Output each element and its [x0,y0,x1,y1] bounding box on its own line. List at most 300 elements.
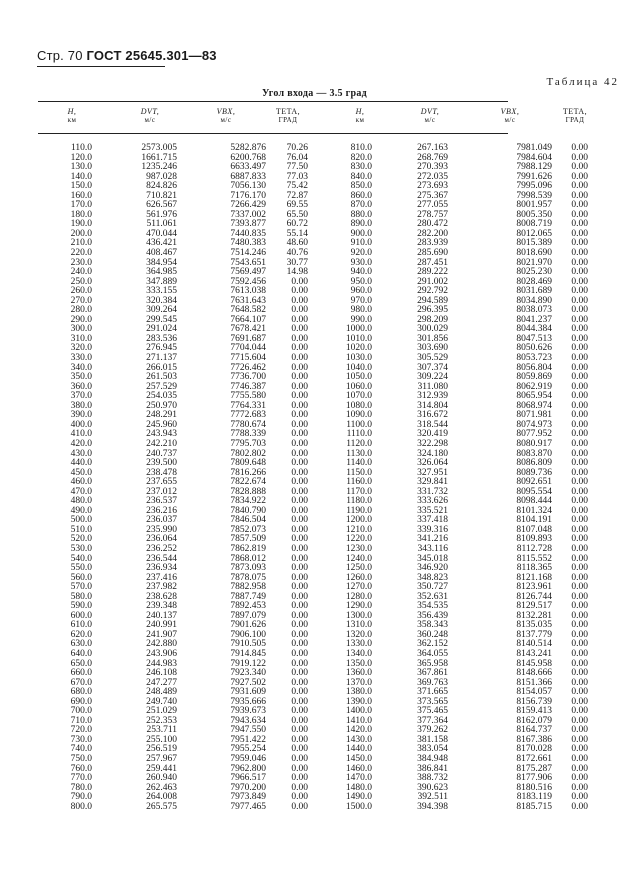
cell-h: 220.0 [70,248,92,259]
cell-vbx: 7995.096 [516,181,552,192]
cell-h: 520.0 [70,534,92,545]
cell-teta: 0.00 [291,754,308,764]
cell-h: 860.0 [350,190,372,201]
cell-h: 810.0 [350,143,372,153]
cell-teta: 0.00 [571,257,588,268]
cell-vbx: 7897.079 [230,610,266,621]
cell-h: 1400.0 [345,706,372,717]
cell-teta: 0.00 [571,668,588,679]
cell-dvt: 246.108 [146,668,177,679]
cell-teta: 0.00 [291,725,308,736]
cell-teta: 40.76 [286,248,308,259]
cell-vbx: 8047.513 [516,333,552,344]
cell-vbx: 8034.890 [516,295,552,306]
cell-teta: 0.00 [571,333,588,344]
cell-h: 940.0 [350,267,372,278]
cell-h: 600.0 [70,610,92,621]
cell-dvt: 373.565 [417,696,448,707]
cell-vbx: 8132.281 [516,610,552,621]
cell-vbx: 7852.073 [230,524,266,535]
cell-vbx: 8185.715 [516,801,552,812]
cell-vbx: 7678.421 [230,324,266,335]
cell-teta: 0.00 [291,629,308,640]
cell-vbx: 7809.648 [230,458,266,469]
cell-vbx: 7704.044 [230,343,266,354]
cell-dvt: 346.920 [417,563,448,574]
cell-vbx: 6200.768 [230,152,266,163]
cell-teta: 0.00 [291,467,308,478]
col-unit: м/с [424,116,436,124]
cell-h: 280.0 [70,305,92,316]
cell-dvt: 1235.246 [141,162,177,173]
cell-vbx: 7631.643 [230,295,266,306]
cell-dvt: 356.439 [417,610,448,621]
cell-dvt: 324.180 [417,448,448,459]
cell-dvt: 348.823 [417,572,448,583]
cell-vbx: 8015.389 [516,238,552,249]
cell-dvt: 292.792 [417,286,448,297]
cell-vbx: 8140.514 [516,639,552,650]
cell-vbx: 7176.170 [230,190,266,201]
cell-vbx: 5282.876 [230,143,266,153]
cell-teta: 0.00 [571,162,588,173]
cell-teta: 0.00 [571,477,588,488]
cell-vbx: 8089.736 [516,467,552,478]
cell-teta: 0.00 [291,343,308,354]
cell-teta: 0.00 [571,381,588,392]
cell-vbx: 7664.107 [230,314,266,325]
cell-teta: 0.00 [291,419,308,430]
col-unit: ГРАД [565,116,585,124]
cell-h: 300.0 [70,324,92,335]
cell-h: 1470.0 [345,773,372,784]
cell-teta: 0.00 [291,305,308,316]
cell-dvt: 341.216 [417,534,448,545]
cell-teta: 0.00 [571,200,588,211]
cell-h: 530.0 [70,543,92,554]
cell-dvt: 244.983 [146,658,177,669]
cell-dvt: 278.757 [417,209,448,220]
cell-vbx: 8156.739 [516,696,552,707]
cell-dvt: 259.441 [146,763,177,774]
cell-vbx: 7873.093 [230,563,266,574]
cell-vbx: 8074.973 [516,419,552,430]
cell-vbx: 8031.689 [516,286,552,297]
cell-dvt: 318.544 [417,419,448,430]
cell-teta: 0.00 [571,467,588,478]
cell-dvt: 347.889 [146,276,177,287]
cell-dvt: 236.216 [146,505,177,516]
cell-h: 440.0 [70,458,92,469]
cell-h: 1100.0 [346,419,372,430]
cell-vbx: 8167.386 [516,734,552,745]
cell-vbx: 7998.539 [516,190,552,201]
table-body [0,144,629,812]
cell-vbx: 8104.191 [516,515,552,526]
col-unit: ГРАД [278,116,298,124]
col-name: H, [355,107,365,116]
cell-dvt: 390.623 [417,782,448,793]
cell-h: 260.0 [70,286,92,297]
cell-dvt: 261.503 [146,372,177,383]
cell-vbx: 7613.038 [230,286,266,297]
cell-h: 330.0 [70,353,92,364]
cell-dvt: 240.137 [146,610,177,621]
cell-dvt: 240.737 [146,448,177,459]
cell-vbx: 8109.893 [516,534,552,545]
cell-vbx: 7266.429 [230,200,266,211]
cell-vbx: 8062.919 [516,381,552,392]
cell-vbx: 7959.046 [230,754,266,764]
cell-h: 1120.0 [346,438,372,449]
cell-vbx: 8083.870 [516,448,552,459]
cell-dvt: 250.970 [146,400,177,411]
cell-teta: 0.00 [571,438,588,449]
cell-dvt: 345.018 [417,553,448,564]
cell-dvt: 243.943 [146,429,177,440]
cell-h: 400.0 [70,419,92,430]
cell-vbx: 8086.809 [516,458,552,469]
cell-teta: 69.55 [286,200,308,211]
col-header-dvt-right [405,107,455,125]
cell-dvt: 237.416 [146,572,177,583]
cell-h: 190.0 [70,219,92,230]
cell-vbx: 7973.849 [230,792,266,803]
table-header-rule [38,133,508,134]
cell-vbx: 7772.683 [230,410,266,421]
cell-vbx: 7514.246 [230,248,266,259]
cell-vbx: 7764.331 [230,400,266,411]
cell-teta: 0.00 [291,744,308,755]
cell-h: 1060.0 [345,381,372,392]
cell-teta: 0.00 [291,715,308,726]
cell-dvt: 392.511 [417,792,448,803]
page-header [37,48,217,67]
cell-teta: 0.00 [571,563,588,574]
cell-dvt: 352.631 [417,591,448,602]
cell-h: 490.0 [70,505,92,516]
col-header-vbx-right [485,107,535,125]
cell-dvt: 333.626 [417,496,448,507]
cell-vbx: 7988.129 [516,162,552,173]
cell-teta: 0.00 [571,754,588,764]
cell-vbx: 7887.749 [230,591,266,602]
cell-vbx: 7834.922 [230,496,266,507]
cell-teta: 72.87 [286,190,308,201]
cell-teta: 0.00 [571,181,588,192]
cell-vbx: 8008.719 [516,219,552,230]
cell-teta: 0.00 [571,276,588,287]
cell-teta: 0.00 [571,324,588,335]
cell-dvt: 309.224 [417,372,448,383]
cell-h: 980.0 [350,305,372,316]
cell-h: 350.0 [70,372,92,383]
cell-teta: 0.00 [291,620,308,631]
cell-dvt: 283.536 [146,333,177,344]
cell-h: 1210.0 [345,524,372,535]
cell-teta: 0.00 [291,505,308,516]
cell-teta: 0.00 [571,572,588,583]
cell-vbx: 7802.802 [230,448,266,459]
cell-dvt: 511.061 [146,219,177,230]
cell-dvt: 253.711 [146,725,177,736]
cell-h: 920.0 [350,248,372,259]
cell-dvt: 242.210 [146,438,177,449]
cell-dvt: 379.262 [417,725,448,736]
cell-dvt: 367.861 [417,668,448,679]
cell-h: 140.0 [70,171,92,182]
cell-vbx: 7393.877 [230,219,266,230]
cell-h: 640.0 [70,648,92,659]
cell-teta: 0.00 [571,505,588,516]
cell-teta: 30.77 [286,257,308,268]
col-name: VBX, [500,107,520,116]
cell-h: 610.0 [70,620,92,631]
cell-h: 1380.0 [345,687,372,698]
cell-vbx: 6887.833 [230,171,266,182]
cell-vbx: 7962.800 [230,763,266,774]
col-unit: м/с [504,116,516,124]
cell-teta: 0.00 [291,314,308,325]
cell-teta: 0.00 [571,419,588,430]
cell-h: 1250.0 [345,563,372,574]
cell-h: 670.0 [70,677,92,688]
cell-dvt: 331.732 [417,486,448,497]
cell-teta: 0.00 [571,734,588,745]
cell-dvt: 245.960 [146,419,177,430]
cell-dvt: 282.200 [417,228,448,239]
cell-vbx: 8135.035 [516,620,552,631]
cell-dvt: 300.029 [417,324,448,335]
cell-h: 270.0 [70,295,92,306]
cell-vbx: 7056.130 [230,181,266,192]
cell-teta: 0.00 [571,496,588,507]
cell-h: 150.0 [70,181,92,192]
cell-teta: 0.00 [291,639,308,650]
table-label: Таблица 42 [546,76,619,88]
cell-dvt: 301.856 [417,333,448,344]
cell-vbx: 8021.970 [516,257,552,268]
cell-vbx: 8172.661 [516,754,552,764]
cell-teta: 0.00 [291,734,308,745]
cell-vbx: 8001.957 [516,200,552,211]
cell-dvt: 436.421 [146,238,177,249]
cell-dvt: 262.463 [146,782,177,793]
cell-vbx: 8092.651 [516,477,552,488]
cell-vbx: 8041.237 [516,314,552,325]
col-unit: км [67,116,77,124]
cell-vbx: 7923.340 [230,668,266,679]
cell-vbx: 7828.888 [230,486,266,497]
cell-dvt: 248.489 [146,687,177,698]
cell-dvt: 291.002 [417,276,448,287]
cell-teta: 0.00 [571,143,588,153]
cell-teta: 0.00 [571,658,588,669]
cell-dvt: 247.277 [146,677,177,688]
cell-teta: 0.00 [571,238,588,249]
cell-vbx: 7882.958 [230,582,266,593]
cell-h: 820.0 [350,152,372,163]
cell-h: 410.0 [70,429,92,440]
cell-h: 580.0 [70,591,92,602]
cell-vbx: 7780.674 [230,419,266,430]
cell-vbx: 7795.703 [230,438,266,449]
cell-teta: 0.00 [571,696,588,707]
cell-vbx: 7955.254 [230,744,266,755]
page-number: Стр. 70 [37,48,83,63]
cell-h: 120.0 [70,152,92,163]
cell-dvt: 824.826 [146,181,177,192]
cell-teta: 0.00 [291,553,308,564]
cell-h: 1270.0 [345,582,372,593]
cell-h: 680.0 [70,687,92,698]
cell-teta: 0.00 [571,248,588,259]
cell-h: 700.0 [70,706,92,717]
cell-dvt: 280.472 [417,219,448,230]
cell-h: 560.0 [70,572,92,583]
col-header-h-left [52,107,92,125]
cell-vbx: 7947.550 [230,725,266,736]
cell-teta: 0.00 [571,629,588,640]
cell-dvt: 320.419 [417,429,448,440]
cell-dvt: 362.152 [417,639,448,650]
cell-dvt: 470.044 [146,228,177,239]
cell-teta: 0.00 [291,677,308,688]
cell-vbx: 6633.497 [230,162,266,173]
cell-dvt: 303.690 [417,343,448,354]
cell-h: 550.0 [70,563,92,574]
cell-teta: 0.00 [291,362,308,373]
cell-h: 1410.0 [345,715,372,726]
cell-vbx: 8056.804 [516,362,552,373]
cell-vbx: 7691.687 [230,333,266,344]
cell-h: 950.0 [350,276,372,287]
cell-vbx: 8038.073 [516,305,552,316]
cell-vbx: 8148.666 [516,668,552,679]
cell-h: 1130.0 [346,448,372,459]
cell-teta: 0.00 [291,372,308,383]
cell-teta: 0.00 [571,534,588,545]
col-header-vbx-left [196,107,256,125]
cell-vbx: 7755.580 [230,391,266,402]
cell-h: 380.0 [70,400,92,411]
cell-vbx: 8180.516 [516,782,552,793]
col-name: DVT, [140,107,160,116]
cell-h: 850.0 [350,181,372,192]
cell-h: 510.0 [70,524,92,535]
col-unit: км [355,116,365,124]
cell-teta: 0.00 [571,591,588,602]
cell-vbx: 8123.961 [516,582,552,593]
cell-h: 770.0 [70,773,92,784]
cell-vbx: 8112.728 [516,543,552,554]
cell-dvt: 242.880 [146,639,177,650]
cell-dvt: 257.967 [146,754,177,764]
cell-h: 1150.0 [346,467,372,478]
cell-vbx: 7337.002 [230,209,266,220]
cell-dvt: 237.012 [146,486,177,497]
table-caption: Угол входа — 3.5 град [261,88,368,99]
cell-dvt: 386.841 [417,763,448,774]
cell-teta: 0.00 [571,543,588,554]
cell-teta: 0.00 [291,534,308,545]
cell-vbx: 7857.509 [230,534,266,545]
cell-teta: 77.50 [286,162,308,173]
cell-dvt: 311.080 [417,381,448,392]
cell-h: 830.0 [350,162,372,173]
col-header-dvt-left [120,107,180,125]
cell-dvt: 365.958 [417,658,448,669]
cell-dvt: 283.939 [417,238,448,249]
cell-dvt: 316.672 [417,410,448,421]
table-header-row [0,107,629,131]
cell-dvt: 249.740 [146,696,177,707]
cell-h: 750.0 [70,754,92,764]
cell-h: 1030.0 [345,353,372,364]
cell-dvt: 360.248 [417,629,448,640]
cell-vbx: 8080.917 [516,438,552,449]
cell-h: 1390.0 [345,696,372,707]
cell-h: 1320.0 [345,629,372,640]
cell-h: 360.0 [70,381,92,392]
cell-dvt: 265.575 [146,801,177,812]
cell-teta: 0.00 [291,458,308,469]
cell-h: 880.0 [350,209,372,220]
cell-h: 1180.0 [346,496,372,507]
cell-h: 1090.0 [345,410,372,421]
cell-h: 710.0 [70,715,92,726]
cell-teta: 0.00 [571,601,588,612]
cell-dvt: 236.064 [146,534,177,545]
cell-teta: 0.00 [571,553,588,564]
cell-vbx: 8137.779 [516,629,552,640]
cell-h: 1370.0 [345,677,372,688]
cell-teta: 0.00 [291,353,308,364]
cell-dvt: 236.544 [146,553,177,564]
cell-dvt: 2573.005 [141,143,177,153]
cell-vbx: 8068.974 [516,400,552,411]
cell-vbx: 7991.626 [516,171,552,182]
cell-teta: 0.00 [291,391,308,402]
cell-h: 800.0 [70,801,92,812]
cell-h: 320.0 [70,343,92,354]
col-name: DVT, [420,107,440,116]
cell-dvt: 252.353 [146,715,177,726]
cell-teta: 0.00 [571,429,588,440]
cell-teta: 0.00 [571,792,588,803]
cell-vbx: 7901.626 [230,620,266,631]
cell-teta: 0.00 [571,773,588,784]
cell-teta: 0.00 [571,715,588,726]
cell-dvt: 322.298 [417,438,448,449]
cell-h: 690.0 [70,696,92,707]
cell-teta: 55.14 [286,228,308,239]
cell-h: 1200.0 [345,515,372,526]
col-name: TETA, [562,107,588,116]
col-name: VBX, [216,107,236,116]
cell-vbx: 7822.674 [230,477,266,488]
cell-vbx: 8071.981 [516,410,552,421]
cell-teta: 0.00 [571,486,588,497]
col-header-teta-left [268,107,308,125]
cell-dvt: 377.364 [417,715,448,726]
cell-h: 250.0 [70,276,92,287]
cell-dvt: 239.500 [146,458,177,469]
cell-h: 660.0 [70,668,92,679]
cell-teta: 0.00 [571,448,588,459]
cell-h: 780.0 [70,782,92,793]
cell-dvt: 255.100 [146,734,177,745]
